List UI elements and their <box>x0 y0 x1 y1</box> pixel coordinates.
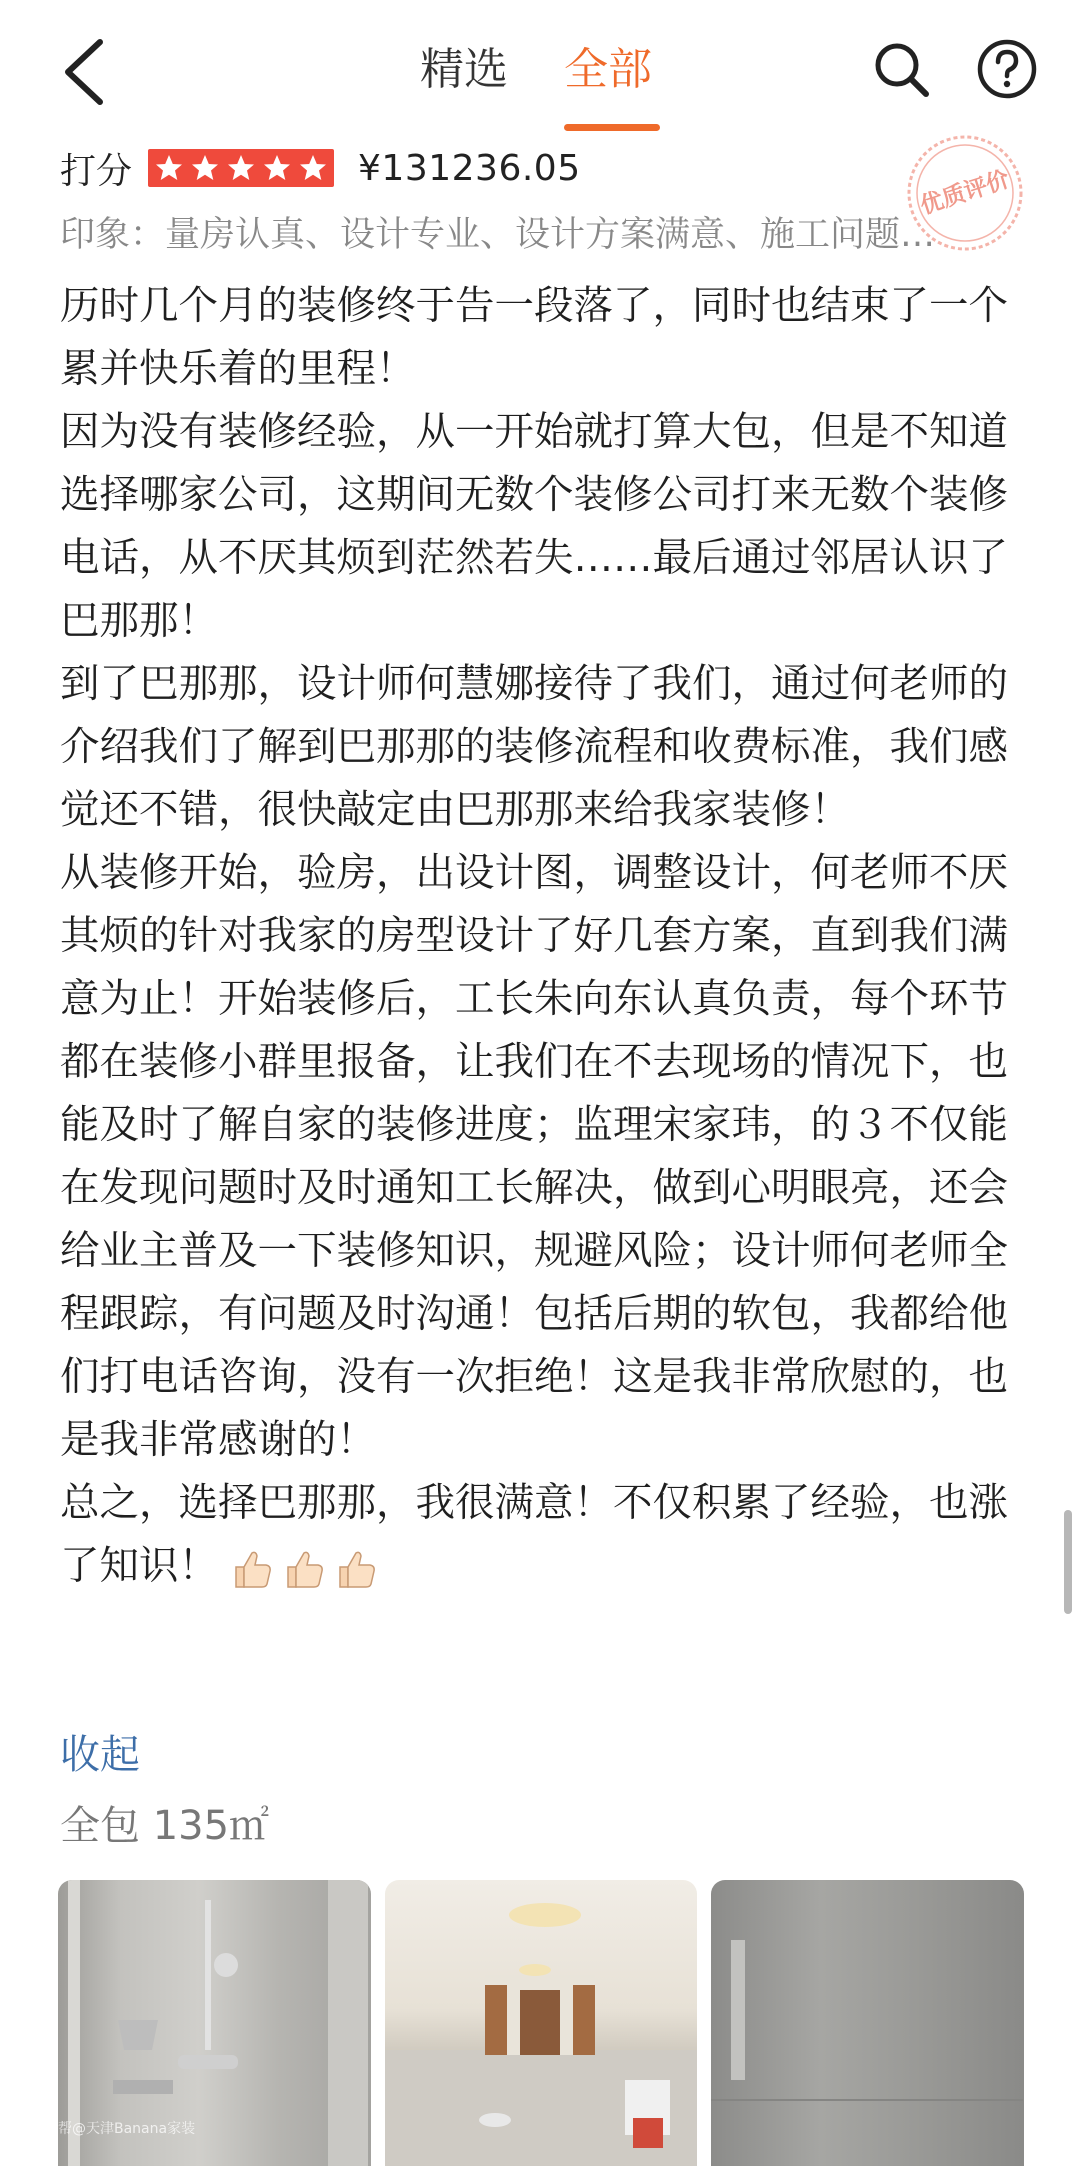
thumbs-up-icon <box>282 1547 326 1591</box>
review-paragraph: 从装修开始，验房，出设计图，调整设计，何老师不厌其烦的针对我家的房型设计了好几套方案，直到我们满意为止！开始装修后，工长朱向东认真负责，每个环节都在装修小群里报备，让我们在不去现场的情况下，也能及时了解自家的装修进度；监理宋家玮，的３不仅能在发现问题时及时通知工长解决，做到心明眼亮，还会给业主普及一下装修知识，规避风险；设计师何老师全程跟踪，有问题及时沟通！包括后期的软包，我都给他们打电话咨询，没有一次拒绝！这是我非常欣慰的，也是我非常感谢的！ <box>60 850 1008 1463</box>
review-body <box>60 275 1022 1598</box>
star-icon <box>261 153 293 183</box>
help-icon[interactable] <box>976 38 1038 100</box>
star-rating <box>148 149 334 187</box>
thumbs-up-emojis <box>230 1547 378 1591</box>
star-icon <box>225 153 257 183</box>
package-info: 全包 135㎡ <box>60 1803 270 1849</box>
top-nav-bar <box>0 0 1080 138</box>
star-icon <box>297 153 329 183</box>
photo-wall-tiles[interactable] <box>711 1880 1024 2166</box>
star-icon <box>153 153 185 183</box>
thumbs-up-icon <box>230 1547 274 1591</box>
review-paragraph: 因为没有装修经验，从一开始就打算大包，但是不知道选择哪家公司，这期间无数个装修公司打来无数个装修电话，从不厌其烦到茫然若失……最后通过邻居认识了巴那那！ <box>60 409 1008 644</box>
active-tab-indicator <box>564 124 660 131</box>
impression-tags: 印象：量房认真、设计专业、设计方案满意、施工问题… <box>60 215 936 255</box>
scrollbar-thumb[interactable] <box>1064 1510 1072 1614</box>
search-icon[interactable] <box>872 40 932 100</box>
back-arrow-icon[interactable] <box>52 34 122 110</box>
collapse-link[interactable]: 收起 <box>60 1732 140 1778</box>
tab-all[interactable]: 全部 <box>564 44 652 95</box>
review-paragraph: 总之，选择巴那那，我很满意！不仅积累了经验，也涨了知识！ <box>60 1480 1008 1589</box>
price-value: ¥131236.05 <box>358 147 581 189</box>
rating-label: 打分 <box>60 150 133 192</box>
review-paragraph: 历时几个月的装修终于告一段落了，同时也结束了一个累并快乐着的里程！ <box>60 283 1008 392</box>
watermark-text: 住小帮@天津Banana家装 <box>30 2121 196 2137</box>
review-paragraph: 到了巴那那，设计师何慧娜接待了我们，通过何老师的介绍我们了解到巴那那的装修流程和收费标准，我们感觉还不错，很快敲定由巴那那来给我家装修！ <box>60 661 1008 833</box>
star-icon <box>189 153 221 183</box>
review-paragraph-last <box>60 1472 1022 1598</box>
photo-gallery <box>58 1880 1024 2166</box>
tab-featured[interactable]: 精选 <box>420 44 508 95</box>
thumbs-up-icon <box>334 1547 378 1591</box>
photo-living-room[interactable] <box>385 1880 698 2166</box>
rating-row <box>60 140 581 196</box>
room-illustration <box>385 1880 697 2166</box>
seal-text: 优质评价 <box>917 166 1013 220</box>
tile-illustration <box>711 1880 1023 2166</box>
